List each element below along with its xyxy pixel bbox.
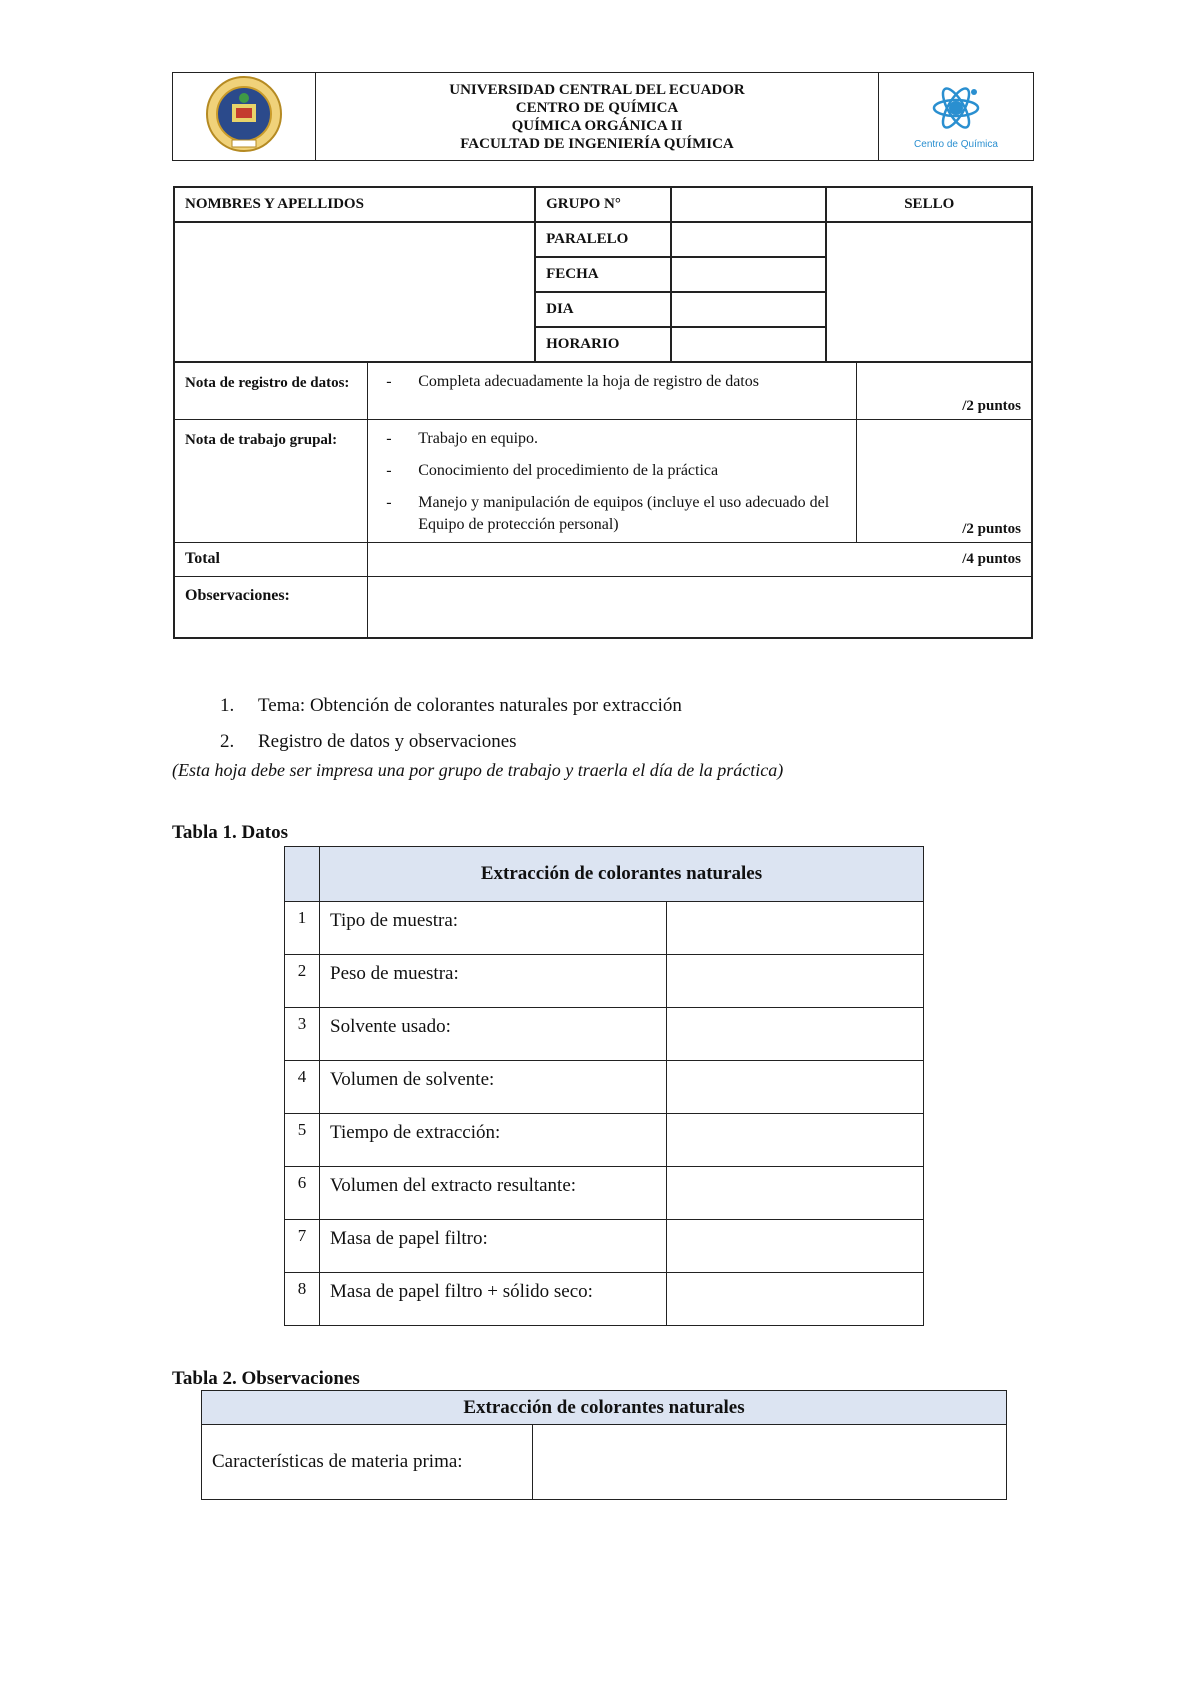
row-value-cell[interactable]	[667, 1008, 924, 1061]
row-label: Masa de papel filtro + sólido seco:	[320, 1273, 667, 1326]
total-label: Total	[174, 542, 368, 576]
observaciones-value-cell[interactable]	[368, 576, 1032, 638]
registro-label: Nota de registro de datos:	[174, 362, 368, 419]
row-number: 2	[285, 955, 320, 1008]
header-line: CENTRO DE QUÍMICA	[515, 99, 679, 116]
row-value-cell[interactable]	[667, 1167, 924, 1220]
fecha-label: FECHA	[535, 257, 671, 292]
row-label: Tiempo de extracción:	[320, 1114, 667, 1167]
registro-item: - Completa adecuadamente la hoja de registro de datos	[378, 371, 846, 393]
section-text: Tema: Obtención de colorantes naturales por extracción	[258, 695, 682, 716]
row-value-cell[interactable]	[667, 902, 924, 955]
tabla1-heading: Extracción de colorantes naturales	[320, 847, 924, 902]
horario-label: HORARIO	[535, 327, 671, 362]
materia-prima-label: Características de materia prima:	[202, 1425, 533, 1500]
horario-value-cell[interactable]	[671, 327, 827, 362]
trabajo-item: - Trabajo en equipo.	[378, 428, 846, 450]
trabajo-item: - Manejo y manipulación de equipos (incluye el uso adecuado del Equipo de protección personal)	[378, 492, 846, 536]
section-number: 2.	[220, 731, 235, 752]
nombres-value-cell[interactable]	[174, 222, 535, 362]
row-number: 4	[285, 1061, 320, 1114]
paralelo-label: PARALELO	[535, 222, 671, 257]
row-number: 3	[285, 1008, 320, 1061]
trabajo-item: - Conocimiento del procedimiento de la práctica	[378, 460, 846, 482]
tabla1-caption: Tabla 1. Datos	[172, 822, 288, 843]
row-value-cell[interactable]	[667, 1220, 924, 1273]
row-value-cell[interactable]	[667, 955, 924, 1008]
trabajo-points: /2 puntos	[856, 419, 1032, 542]
row-number: 8	[285, 1273, 320, 1326]
grading-table	[173, 186, 1033, 639]
centro-quimica-logo	[879, 73, 1034, 161]
row-number: 6	[285, 1167, 320, 1220]
row-number: 5	[285, 1114, 320, 1167]
section-list	[220, 688, 682, 760]
section-item	[220, 688, 682, 724]
tabla2-caption: Tabla 2. Observaciones	[172, 1368, 360, 1389]
row-label: Tipo de muestra:	[320, 902, 667, 955]
header-line: UNIVERSIDAD CENTRAL DEL ECUADOR	[449, 81, 745, 98]
sello-label: SELLO	[826, 187, 1032, 222]
header-line: QUÍMICA ORGÁNICA II	[511, 117, 683, 134]
row-label: Solvente usado:	[320, 1008, 667, 1061]
registro-criteria	[368, 362, 857, 419]
row-label: Masa de papel filtro:	[320, 1220, 667, 1273]
university-seal	[173, 73, 316, 161]
section-text: Registro de datos y observaciones	[258, 731, 517, 752]
dia-value-cell[interactable]	[671, 292, 827, 327]
tabla1	[284, 846, 924, 1326]
section-item	[220, 724, 682, 760]
tabla2	[201, 1390, 1007, 1500]
header-line: FACULTAD DE INGENIERÍA QUÍMICA	[460, 135, 734, 152]
trabajo-criteria	[368, 419, 857, 542]
row-value-cell[interactable]	[667, 1114, 924, 1167]
fecha-value-cell[interactable]	[671, 257, 827, 292]
row-value-cell[interactable]	[667, 1061, 924, 1114]
row-number: 7	[285, 1220, 320, 1273]
grupo-value-cell[interactable]	[671, 187, 827, 222]
sello-value-cell	[826, 222, 1032, 362]
materia-prima-value-cell[interactable]	[533, 1425, 1007, 1500]
row-label: Volumen de solvente:	[320, 1061, 667, 1114]
paralelo-value-cell[interactable]	[671, 222, 827, 257]
tabla1-corner-cell	[285, 847, 320, 902]
row-label: Volumen del extracto resultante:	[320, 1167, 667, 1220]
dia-label: DIA	[535, 292, 671, 327]
logo-text: Centro de Química	[914, 139, 998, 150]
grupo-label: GRUPO N°	[535, 187, 671, 222]
row-value-cell[interactable]	[667, 1273, 924, 1326]
tabla2-heading: Extracción de colorantes naturales	[202, 1391, 1007, 1425]
atom-icon	[908, 82, 1004, 134]
section-number: 1.	[220, 695, 235, 716]
header-title-block	[316, 73, 879, 161]
document-header	[172, 72, 1034, 161]
total-points: /4 puntos	[368, 542, 1032, 576]
university-seal-icon	[202, 74, 286, 154]
observaciones-label: Observaciones:	[174, 576, 368, 638]
print-note: (Esta hoja debe ser impresa una por grupo de trabajo y traerla el día de la práctica)	[172, 760, 784, 780]
row-number: 1	[285, 902, 320, 955]
registro-points: /2 puntos	[856, 362, 1032, 419]
trabajo-label: Nota de trabajo grupal:	[174, 419, 368, 542]
nombres-label: NOMBRES Y APELLIDOS	[174, 187, 535, 222]
row-label: Peso de muestra:	[320, 955, 667, 1008]
